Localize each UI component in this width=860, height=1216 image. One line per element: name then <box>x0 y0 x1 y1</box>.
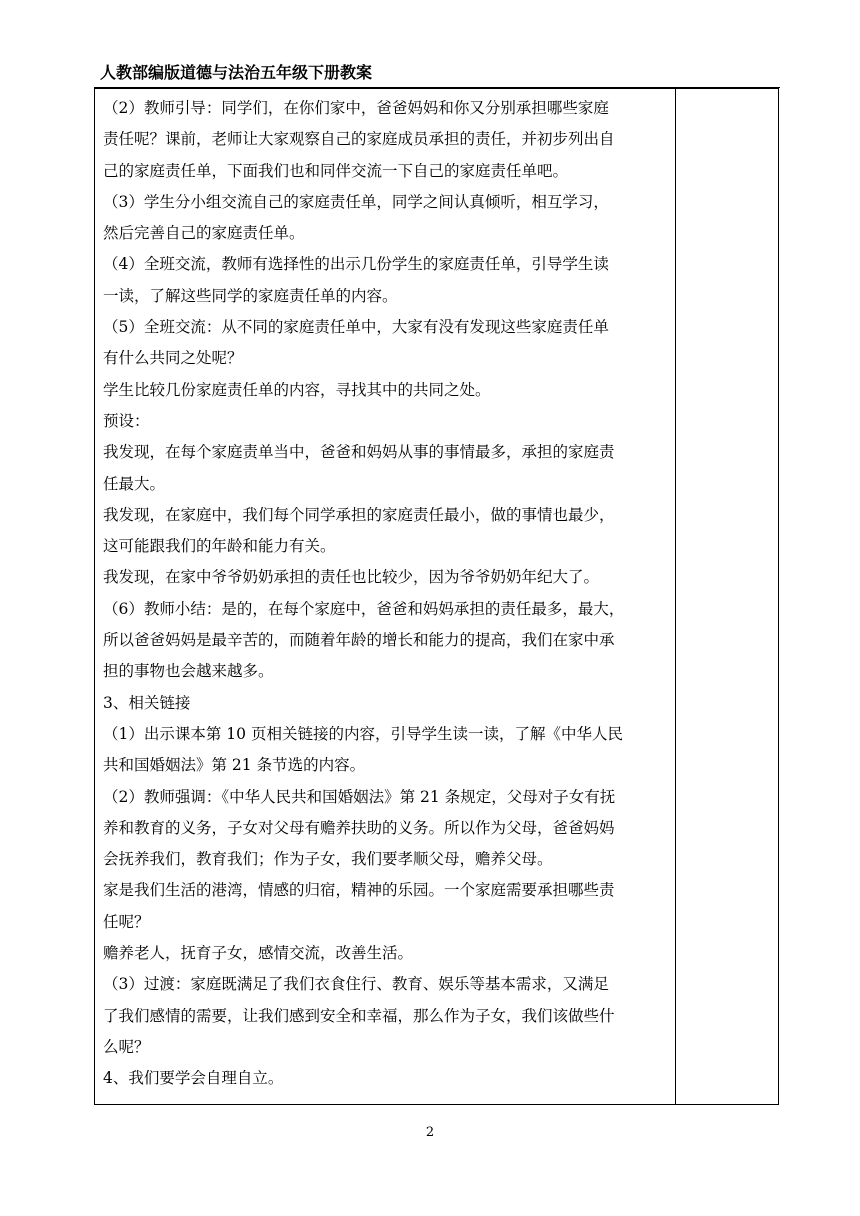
text-line: 有什么共同之处呢？ <box>103 349 243 368</box>
text-line: （3）学生分小组交流自己的家庭责任单，同学之间认真倾听，相互学习， <box>103 192 609 211</box>
text-line: 然后完善自己的家庭责任单。 <box>103 224 305 243</box>
text-line: 担的事物也会越来越多。 <box>103 662 274 681</box>
text-line: 养和教育的义务，子女对父母有赡养扶助的义务。所以作为父母，爸爸妈妈 <box>103 818 615 837</box>
text-line: 一读，了解这些同学的家庭责任单的内容。 <box>103 286 398 305</box>
text-line: 家是我们生活的港湾，情感的归宿，精神的乐园。一个家庭需要承担哪些责 <box>103 881 615 900</box>
lesson-content <box>103 93 671 1095</box>
text-line: 共和国婚姻法》第 21 条节选的内容。 <box>103 756 366 775</box>
page-number: 2 <box>425 1125 435 1140</box>
text-line: 我发现，在每个家庭责单当中，爸爸和妈妈从事的事情最多，承担的家庭责 <box>103 443 615 462</box>
text-line: 4、我们要学会自理自立。 <box>103 1069 284 1088</box>
text-line: 任呢？ <box>103 912 150 931</box>
text-line: 了我们感情的需要，让我们感到安全和幸福，那么作为子女，我们该做些什 <box>103 1006 615 1025</box>
text-line: 会抚养我们，教育我们；作为子女，我们要孝顺父母，赡养父母。 <box>103 850 553 869</box>
text-line: （2）教师强调：《中华人民共和国婚姻法》第 21 条规定，父母对子女有抚 <box>103 787 616 806</box>
text-line: 任最大。 <box>103 474 166 493</box>
document-header: 人教部编版道德与法治五年级下册教案 <box>100 63 373 82</box>
text-line: （4）全班交流，教师有选择性的出示几份学生的家庭责任单，引导学生读 <box>103 255 609 274</box>
lesson-table <box>94 88 779 1105</box>
column-divider <box>675 89 676 1104</box>
text-line: （6）教师小结：是的，在每个家庭中，爸爸和妈妈承担的责任最多，最大， <box>103 599 625 618</box>
text-line: 我发现，在家庭中，我们每个同学承担的家庭责任最小，做的事情也最少， <box>103 505 615 524</box>
text-line: 赡养老人，抚育子女，感情交流，改善生活。 <box>103 944 414 963</box>
text-line: 责任呢？课前，老师让大家观察自己的家庭成员承担的责任，并初步列出自 <box>103 130 615 149</box>
text-line: （2）教师引导：同学们，在你们家中，爸爸妈妈和你又分别承担哪些家庭 <box>103 99 609 117</box>
text-line: 学生比较几份家庭责任单的内容，寻找其中的共同之处。 <box>103 380 491 399</box>
text-line: 己的家庭责任单，下面我们也和同伴交流一下自己的家庭责任单吧。 <box>103 161 569 180</box>
text-line: （3）过渡：家庭既满足了我们衣食住行、教育、娱乐等基本需求，又满足 <box>103 975 609 994</box>
text-line: 所以爸爸妈妈是最辛苦的，而随着年龄的增长和能力的提高，我们在家中承 <box>103 631 615 650</box>
text-line: 么呢？ <box>103 1037 150 1056</box>
text-line: 这可能跟我们的年龄和能力有关。 <box>103 537 336 556</box>
text-line: （5）全班交流：从不同的家庭责任单中，大家有没有发现这些家庭责任单 <box>103 318 609 337</box>
text-line: 我发现，在家中爷爷奶奶承担的责任也比较少，因为爷爷奶奶年纪大了。 <box>103 568 600 587</box>
text-line: （1）出示课本第 10 页相关链接的内容，引导学生读一读，了解《中华人民 <box>103 724 623 743</box>
text-line: 3、相关链接 <box>103 693 191 712</box>
text-line: 预设： <box>103 411 150 430</box>
